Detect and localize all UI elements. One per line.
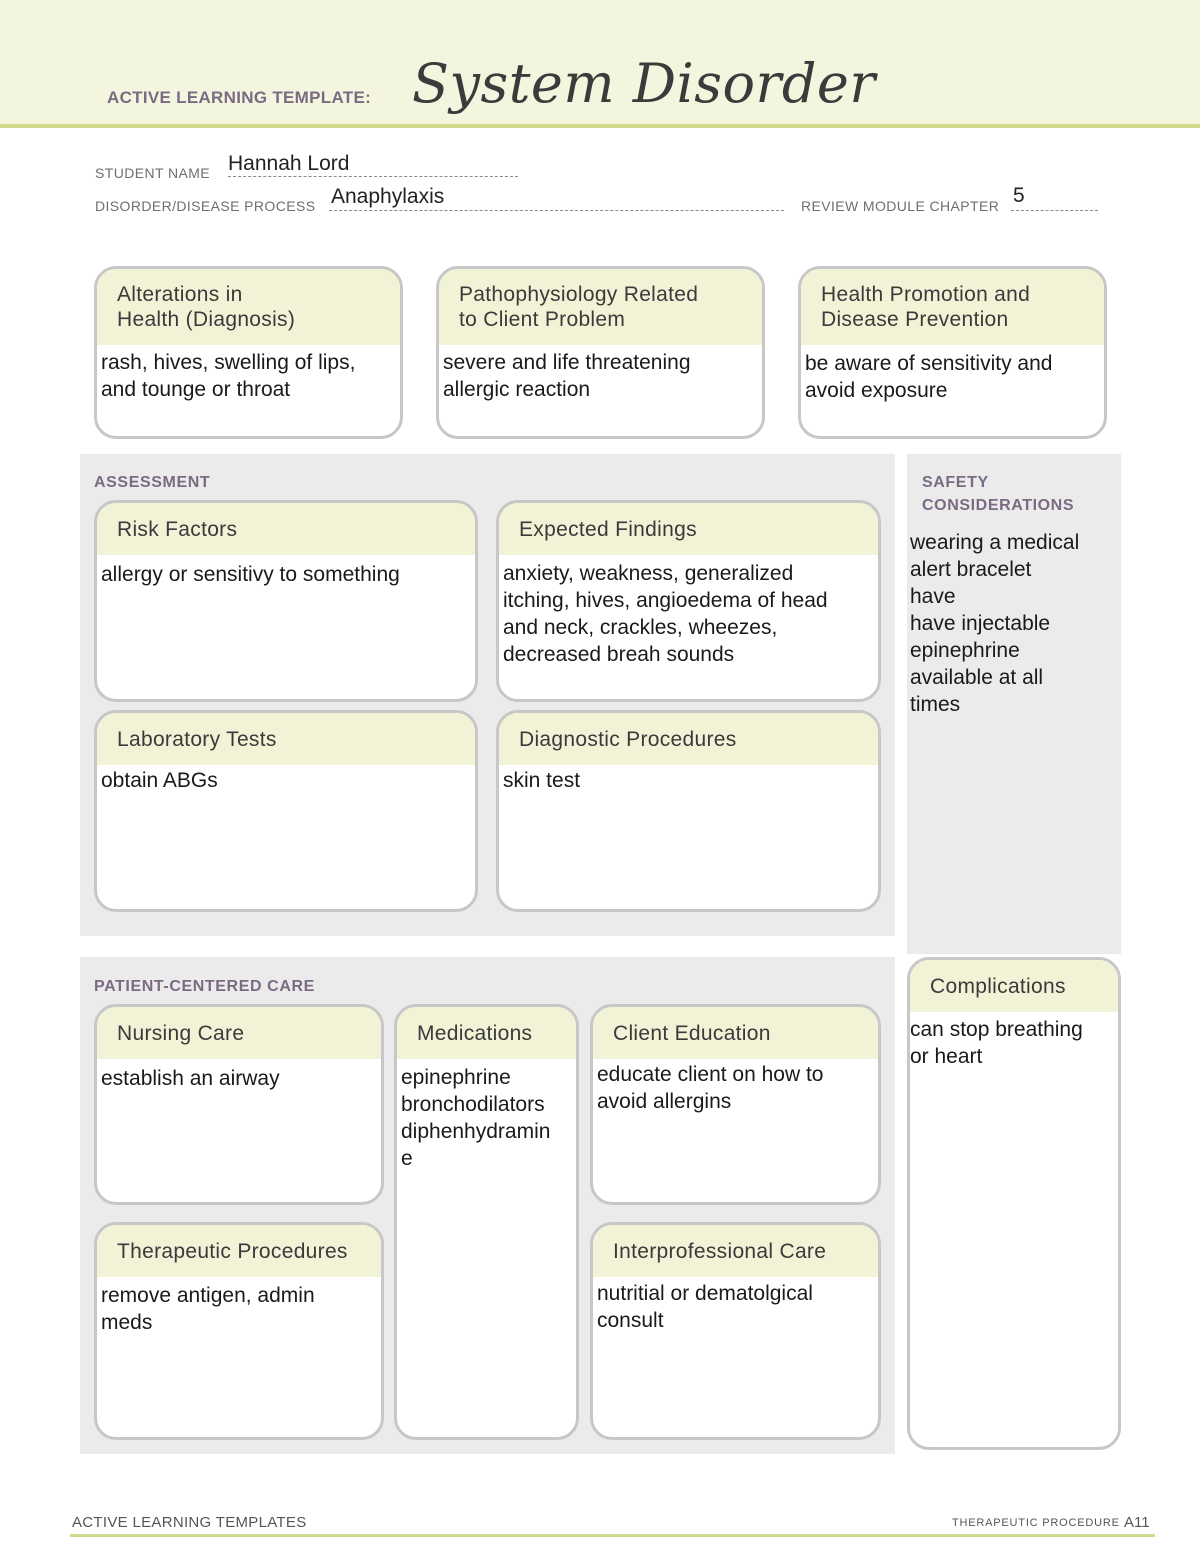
alterations-header xyxy=(97,269,400,345)
complications-text[interactable]: can stop breathing or heart xyxy=(910,1018,1083,1068)
medications-header xyxy=(397,1007,576,1059)
student-name-label: STUDENT NAME xyxy=(95,165,210,181)
medications-box xyxy=(394,1004,579,1440)
interprofessional-care-box xyxy=(590,1222,881,1440)
footer-divider xyxy=(70,1534,1155,1537)
alterations-box xyxy=(94,266,403,439)
safety-label: SAFETY CONSIDERATIONS xyxy=(922,474,1075,514)
nursing-care-header xyxy=(97,1007,381,1059)
laboratory-tests-header xyxy=(97,713,475,765)
patient-care-label: PATIENT-CENTERED CARE xyxy=(94,978,315,995)
expected-findings-title: Expected Findings xyxy=(519,517,697,541)
therapeutic-procedures-header xyxy=(97,1225,381,1277)
header-divider xyxy=(0,124,1200,128)
medications-text[interactable]: epinephrine bronchodilators diphenhydramin e xyxy=(401,1066,551,1170)
medications-title: Medications xyxy=(417,1021,533,1045)
client-education-text[interactable]: educate client on how to avoid allergins xyxy=(597,1063,824,1113)
assessment-label: ASSESSMENT xyxy=(94,474,211,491)
health-promotion-text[interactable]: be aware of sensitivity and avoid exposure xyxy=(805,352,1053,402)
interprofessional-care-text[interactable]: nutritial or dematolgical consult xyxy=(597,1282,813,1332)
therapeutic-procedures-title: Therapeutic Procedures xyxy=(117,1239,348,1263)
alterations-text[interactable]: rash, hives, swelling of lips, and tounge or throat xyxy=(101,351,356,401)
risk-factors-box xyxy=(94,500,478,702)
interprofessional-care-title: Interprofessional Care xyxy=(613,1239,827,1263)
risk-factors-header xyxy=(97,503,475,555)
therapeutic-procedures-box xyxy=(94,1222,384,1440)
nursing-care-title: Nursing Care xyxy=(117,1021,245,1045)
health-promotion-header xyxy=(801,269,1104,345)
alterations-title: Alterations in Health (Diagnosis) xyxy=(117,283,296,331)
laboratory-tests-box xyxy=(94,710,478,912)
pathophysiology-box xyxy=(436,266,765,439)
interprofessional-care-header xyxy=(593,1225,878,1277)
page-number: A11 xyxy=(1124,1514,1150,1531)
student-name-field[interactable]: Hannah Lord xyxy=(228,152,350,175)
diagnostic-procedures-header xyxy=(499,713,878,765)
template-label: ACTIVE LEARNING TEMPLATE: xyxy=(107,88,372,107)
risk-factors-text[interactable]: allergy or sensitivy to something xyxy=(101,563,400,586)
diagnostic-procedures-box xyxy=(496,710,881,912)
expected-findings-text[interactable]: anxiety, weakness, generalized itching, hives, angioedema of head and neck, crackles, wheezes, decreased breah sounds xyxy=(503,562,828,666)
template-title: System Disorder xyxy=(412,52,876,115)
risk-factors-title: Risk Factors xyxy=(117,517,238,541)
safety-text[interactable]: wearing a medical alert bracelet have have injectable epinephrine available at all times xyxy=(910,531,1080,716)
complications-title: Complications xyxy=(930,974,1066,998)
chapter-field[interactable]: 5 xyxy=(1013,184,1025,207)
client-education-header xyxy=(593,1007,878,1059)
laboratory-tests-text[interactable]: obtain ABGs xyxy=(101,769,218,792)
pathophysiology-title: Pathophysiology Related to Client Problem xyxy=(459,283,699,331)
expected-findings-box xyxy=(496,500,881,702)
nursing-care-text[interactable]: establish an airway xyxy=(101,1067,280,1090)
chapter-label: REVIEW MODULE CHAPTER xyxy=(801,198,1000,214)
disorder-line xyxy=(329,210,784,211)
chapter-line xyxy=(1011,210,1098,211)
footer-right-label: THERAPEUTIC PROCEDURE xyxy=(952,1517,1120,1529)
client-education-title: Client Education xyxy=(613,1021,771,1045)
pathophysiology-text[interactable]: severe and life threatening allergic reaction xyxy=(443,351,691,401)
health-promotion-title: Health Promotion and Disease Prevention xyxy=(821,283,1031,331)
client-education-box xyxy=(590,1004,881,1205)
student-name-line xyxy=(228,176,518,177)
nursing-care-box xyxy=(94,1004,384,1205)
footer-left-label: ACTIVE LEARNING TEMPLATES xyxy=(72,1514,307,1531)
disorder-label: DISORDER/DISEASE PROCESS xyxy=(95,198,316,214)
laboratory-tests-title: Laboratory Tests xyxy=(117,727,277,751)
complications-header xyxy=(910,960,1118,1012)
expected-findings-header xyxy=(499,503,878,555)
diagnostic-procedures-text[interactable]: skin test xyxy=(503,769,581,792)
disorder-field[interactable]: Anaphylaxis xyxy=(331,185,445,208)
therapeutic-procedures-text[interactable]: remove antigen, admin meds xyxy=(101,1284,315,1334)
pathophysiology-header xyxy=(439,269,762,345)
health-promotion-box xyxy=(798,266,1107,439)
diagnostic-procedures-title: Diagnostic Procedures xyxy=(519,727,737,751)
complications-box xyxy=(907,957,1121,1450)
